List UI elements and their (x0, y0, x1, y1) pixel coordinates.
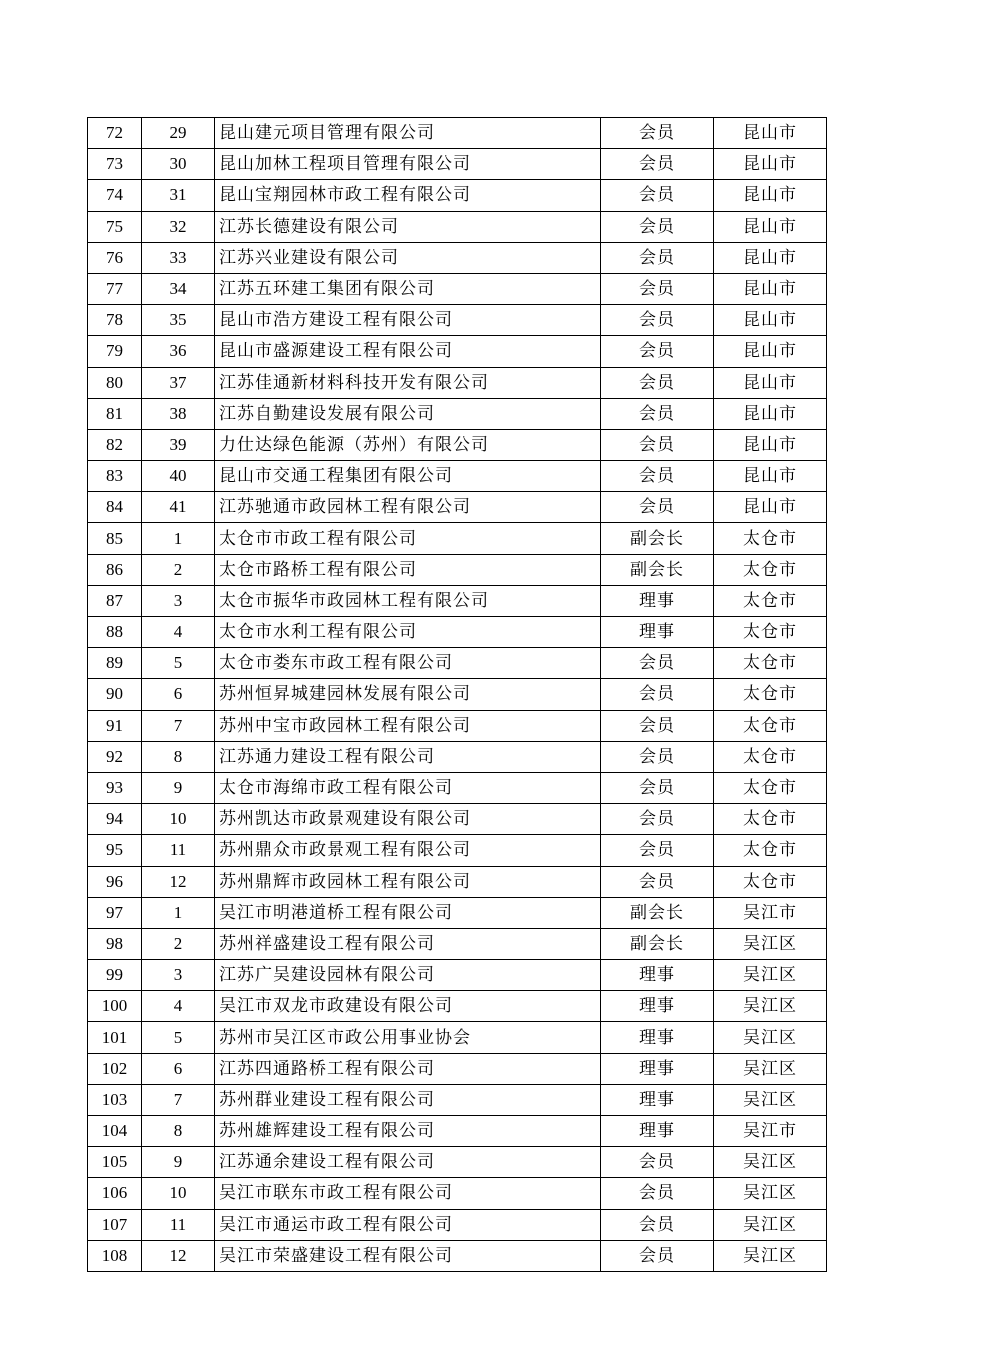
city-cell: 昆山市 (714, 118, 827, 149)
member-role-cell: 理事 (601, 1084, 714, 1115)
serial-number-cell: 86 (88, 554, 142, 585)
city-cell: 吴江区 (714, 1240, 827, 1271)
table-row (88, 1116, 827, 1147)
group-number-cell: 10 (142, 804, 215, 835)
serial-number-cell: 92 (88, 741, 142, 772)
company-name-cell: 昆山加林工程项目管理有限公司 (215, 149, 601, 180)
serial-number-cell: 101 (88, 1022, 142, 1053)
group-number-cell: 2 (142, 928, 215, 959)
city-cell: 吴江区 (714, 1147, 827, 1178)
company-name-cell: 江苏广吴建设园林有限公司 (215, 960, 601, 991)
serial-number-cell: 81 (88, 398, 142, 429)
group-number-cell: 1 (142, 897, 215, 928)
city-cell: 昆山市 (714, 149, 827, 180)
group-number-cell: 9 (142, 1147, 215, 1178)
member-role-cell: 会员 (601, 180, 714, 211)
company-name-cell: 苏州恒昇城建园林发展有限公司 (215, 679, 601, 710)
company-name-cell: 苏州市吴江区市政公用事业协会 (215, 1022, 601, 1053)
city-cell: 吴江区 (714, 1053, 827, 1084)
group-number-cell: 8 (142, 1116, 215, 1147)
group-number-cell: 39 (142, 429, 215, 460)
group-number-cell: 31 (142, 180, 215, 211)
member-role-cell: 会员 (601, 336, 714, 367)
member-role-cell: 理事 (601, 585, 714, 616)
city-cell: 太仓市 (714, 741, 827, 772)
member-role-cell: 会员 (601, 149, 714, 180)
group-number-cell: 5 (142, 648, 215, 679)
city-cell: 吴江区 (714, 960, 827, 991)
member-role-cell: 会员 (601, 1209, 714, 1240)
group-number-cell: 12 (142, 866, 215, 897)
company-name-cell: 吴江市荣盛建设工程有限公司 (215, 1240, 601, 1271)
table-row (88, 585, 827, 616)
table-row (88, 242, 827, 273)
city-cell: 太仓市 (714, 804, 827, 835)
city-cell: 昆山市 (714, 180, 827, 211)
city-cell: 吴江区 (714, 1022, 827, 1053)
city-cell: 太仓市 (714, 554, 827, 585)
serial-number-cell: 74 (88, 180, 142, 211)
member-role-cell: 会员 (601, 679, 714, 710)
serial-number-cell: 89 (88, 648, 142, 679)
member-role-cell: 理事 (601, 991, 714, 1022)
group-number-cell: 1 (142, 523, 215, 554)
company-name-cell: 苏州中宝市政园林工程有限公司 (215, 710, 601, 741)
member-role-cell: 副会长 (601, 928, 714, 959)
city-cell: 太仓市 (714, 617, 827, 648)
serial-number-cell: 102 (88, 1053, 142, 1084)
table-row (88, 305, 827, 336)
group-number-cell: 4 (142, 617, 215, 648)
member-role-cell: 副会长 (601, 523, 714, 554)
table-row (88, 1209, 827, 1240)
serial-number-cell: 88 (88, 617, 142, 648)
member-table (87, 117, 827, 1272)
table-row (88, 211, 827, 242)
serial-number-cell: 99 (88, 960, 142, 991)
member-role-cell: 会员 (601, 273, 714, 304)
group-number-cell: 10 (142, 1178, 215, 1209)
company-name-cell: 昆山宝翔园林市政工程有限公司 (215, 180, 601, 211)
city-cell: 昆山市 (714, 367, 827, 398)
city-cell: 太仓市 (714, 523, 827, 554)
company-name-cell: 太仓市市政工程有限公司 (215, 523, 601, 554)
company-name-cell: 太仓市水利工程有限公司 (215, 617, 601, 648)
table-row (88, 679, 827, 710)
member-role-cell: 会员 (601, 804, 714, 835)
table-row (88, 1240, 827, 1271)
group-number-cell: 7 (142, 710, 215, 741)
member-role-cell: 会员 (601, 741, 714, 772)
table-row (88, 648, 827, 679)
table-row (88, 336, 827, 367)
table-row (88, 492, 827, 523)
serial-number-cell: 106 (88, 1178, 142, 1209)
group-number-cell: 3 (142, 960, 215, 991)
serial-number-cell: 107 (88, 1209, 142, 1240)
member-role-cell: 会员 (601, 1178, 714, 1209)
table-row (88, 367, 827, 398)
city-cell: 太仓市 (714, 585, 827, 616)
company-name-cell: 苏州群业建设工程有限公司 (215, 1084, 601, 1115)
company-name-cell: 吴江市双龙市政建设有限公司 (215, 991, 601, 1022)
serial-number-cell: 96 (88, 866, 142, 897)
city-cell: 太仓市 (714, 866, 827, 897)
serial-number-cell: 97 (88, 897, 142, 928)
group-number-cell: 40 (142, 461, 215, 492)
city-cell: 昆山市 (714, 273, 827, 304)
group-number-cell: 5 (142, 1022, 215, 1053)
city-cell: 吴江市 (714, 897, 827, 928)
table-row (88, 429, 827, 460)
serial-number-cell: 72 (88, 118, 142, 149)
group-number-cell: 8 (142, 741, 215, 772)
serial-number-cell: 80 (88, 367, 142, 398)
member-role-cell: 会员 (601, 118, 714, 149)
group-number-cell: 11 (142, 1209, 215, 1240)
serial-number-cell: 108 (88, 1240, 142, 1271)
member-role-cell: 副会长 (601, 554, 714, 585)
serial-number-cell: 95 (88, 835, 142, 866)
serial-number-cell: 75 (88, 211, 142, 242)
city-cell: 太仓市 (714, 710, 827, 741)
table-row (88, 523, 827, 554)
group-number-cell: 9 (142, 772, 215, 803)
table-row (88, 991, 827, 1022)
company-name-cell: 昆山市盛源建设工程有限公司 (215, 336, 601, 367)
table-row (88, 866, 827, 897)
table-row (88, 398, 827, 429)
table-row (88, 180, 827, 211)
group-number-cell: 12 (142, 1240, 215, 1271)
table-row (88, 710, 827, 741)
company-name-cell: 江苏佳通新材料科技开发有限公司 (215, 367, 601, 398)
company-name-cell: 昆山建元项目管理有限公司 (215, 118, 601, 149)
city-cell: 昆山市 (714, 461, 827, 492)
company-name-cell: 苏州雄辉建设工程有限公司 (215, 1116, 601, 1147)
company-name-cell: 苏州鼎辉市政园林工程有限公司 (215, 866, 601, 897)
city-cell: 太仓市 (714, 772, 827, 803)
serial-number-cell: 94 (88, 804, 142, 835)
table-row (88, 835, 827, 866)
serial-number-cell: 100 (88, 991, 142, 1022)
member-role-cell: 理事 (601, 1053, 714, 1084)
city-cell: 昆山市 (714, 429, 827, 460)
member-role-cell: 会员 (601, 398, 714, 429)
city-cell: 吴江区 (714, 991, 827, 1022)
city-cell: 吴江区 (714, 928, 827, 959)
company-name-cell: 吴江市通运市政工程有限公司 (215, 1209, 601, 1240)
group-number-cell: 6 (142, 1053, 215, 1084)
member-role-cell: 会员 (601, 305, 714, 336)
member-role-cell: 会员 (601, 648, 714, 679)
city-cell: 昆山市 (714, 336, 827, 367)
company-name-cell: 苏州祥盛建设工程有限公司 (215, 928, 601, 959)
serial-number-cell: 85 (88, 523, 142, 554)
city-cell: 吴江区 (714, 1084, 827, 1115)
member-role-cell: 会员 (601, 1240, 714, 1271)
member-role-cell: 会员 (601, 367, 714, 398)
serial-number-cell: 105 (88, 1147, 142, 1178)
table-row (88, 804, 827, 835)
group-number-cell: 32 (142, 211, 215, 242)
city-cell: 昆山市 (714, 492, 827, 523)
serial-number-cell: 87 (88, 585, 142, 616)
member-role-cell: 会员 (601, 772, 714, 803)
serial-number-cell: 98 (88, 928, 142, 959)
table-row (88, 149, 827, 180)
group-number-cell: 36 (142, 336, 215, 367)
group-number-cell: 34 (142, 273, 215, 304)
member-role-cell: 会员 (601, 461, 714, 492)
group-number-cell: 2 (142, 554, 215, 585)
company-name-cell: 苏州凯达市政景观建设有限公司 (215, 804, 601, 835)
group-number-cell: 30 (142, 149, 215, 180)
serial-number-cell: 79 (88, 336, 142, 367)
city-cell: 吴江区 (714, 1209, 827, 1240)
member-role-cell: 会员 (601, 429, 714, 460)
table-row (88, 772, 827, 803)
group-number-cell: 6 (142, 679, 215, 710)
table-row (88, 960, 827, 991)
city-cell: 太仓市 (714, 835, 827, 866)
member-role-cell: 会员 (601, 492, 714, 523)
city-cell: 太仓市 (714, 648, 827, 679)
company-name-cell: 力仕达绿色能源（苏州）有限公司 (215, 429, 601, 460)
city-cell: 吴江区 (714, 1178, 827, 1209)
table-row (88, 1084, 827, 1115)
city-cell: 昆山市 (714, 398, 827, 429)
member-role-cell: 理事 (601, 1022, 714, 1053)
serial-number-cell: 76 (88, 242, 142, 273)
company-name-cell: 昆山市浩方建设工程有限公司 (215, 305, 601, 336)
city-cell: 昆山市 (714, 242, 827, 273)
table-row (88, 928, 827, 959)
group-number-cell: 38 (142, 398, 215, 429)
table-row (88, 741, 827, 772)
city-cell: 昆山市 (714, 211, 827, 242)
company-name-cell: 江苏兴业建设有限公司 (215, 242, 601, 273)
city-cell: 太仓市 (714, 679, 827, 710)
company-name-cell: 昆山市交通工程集团有限公司 (215, 461, 601, 492)
city-cell: 吴江市 (714, 1116, 827, 1147)
member-role-cell: 会员 (601, 835, 714, 866)
company-name-cell: 江苏通余建设工程有限公司 (215, 1147, 601, 1178)
group-number-cell: 7 (142, 1084, 215, 1115)
table-row (88, 1053, 827, 1084)
serial-number-cell: 82 (88, 429, 142, 460)
group-number-cell: 29 (142, 118, 215, 149)
document-page (87, 117, 827, 1272)
group-number-cell: 11 (142, 835, 215, 866)
city-cell: 昆山市 (714, 305, 827, 336)
member-role-cell: 理事 (601, 1116, 714, 1147)
member-role-cell: 会员 (601, 1147, 714, 1178)
table-row (88, 554, 827, 585)
serial-number-cell: 73 (88, 149, 142, 180)
group-number-cell: 35 (142, 305, 215, 336)
serial-number-cell: 84 (88, 492, 142, 523)
company-name-cell: 吴江市明港道桥工程有限公司 (215, 897, 601, 928)
group-number-cell: 3 (142, 585, 215, 616)
company-name-cell: 苏州鼎众市政景观工程有限公司 (215, 835, 601, 866)
serial-number-cell: 103 (88, 1084, 142, 1115)
table-row (88, 461, 827, 492)
serial-number-cell: 83 (88, 461, 142, 492)
company-name-cell: 太仓市海绵市政工程有限公司 (215, 772, 601, 803)
company-name-cell: 江苏五环建工集团有限公司 (215, 273, 601, 304)
table-row (88, 273, 827, 304)
member-role-cell: 理事 (601, 617, 714, 648)
group-number-cell: 33 (142, 242, 215, 273)
company-name-cell: 江苏驰通市政园林工程有限公司 (215, 492, 601, 523)
member-role-cell: 会员 (601, 242, 714, 273)
company-name-cell: 江苏通力建设工程有限公司 (215, 741, 601, 772)
serial-number-cell: 91 (88, 710, 142, 741)
group-number-cell: 41 (142, 492, 215, 523)
group-number-cell: 4 (142, 991, 215, 1022)
table-row (88, 1147, 827, 1178)
serial-number-cell: 77 (88, 273, 142, 304)
serial-number-cell: 93 (88, 772, 142, 803)
member-table-body (88, 118, 827, 1272)
table-row (88, 897, 827, 928)
member-role-cell: 会员 (601, 211, 714, 242)
serial-number-cell: 104 (88, 1116, 142, 1147)
serial-number-cell: 90 (88, 679, 142, 710)
member-role-cell: 理事 (601, 960, 714, 991)
member-role-cell: 会员 (601, 710, 714, 741)
company-name-cell: 江苏四通路桥工程有限公司 (215, 1053, 601, 1084)
serial-number-cell: 78 (88, 305, 142, 336)
company-name-cell: 江苏长德建设有限公司 (215, 211, 601, 242)
member-role-cell: 副会长 (601, 897, 714, 928)
table-row (88, 1178, 827, 1209)
company-name-cell: 太仓市路桥工程有限公司 (215, 554, 601, 585)
company-name-cell: 江苏自勤建设发展有限公司 (215, 398, 601, 429)
member-role-cell: 会员 (601, 866, 714, 897)
table-row (88, 617, 827, 648)
table-row (88, 1022, 827, 1053)
company-name-cell: 吴江市联东市政工程有限公司 (215, 1178, 601, 1209)
table-row (88, 118, 827, 149)
group-number-cell: 37 (142, 367, 215, 398)
company-name-cell: 太仓市娄东市政工程有限公司 (215, 648, 601, 679)
company-name-cell: 太仓市振华市政园林工程有限公司 (215, 585, 601, 616)
